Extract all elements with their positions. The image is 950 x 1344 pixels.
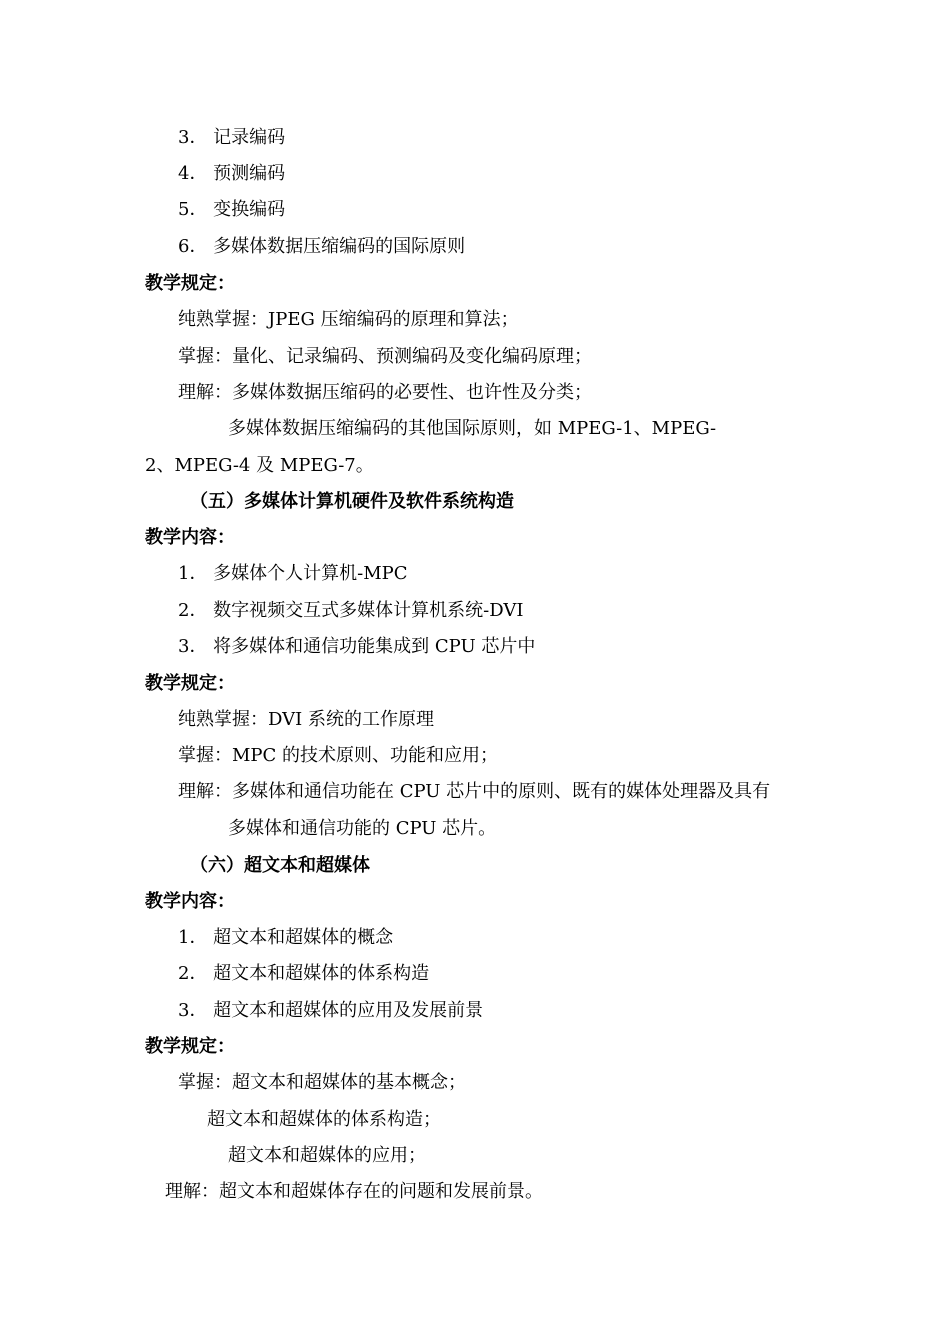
list-item: 2． 数字视频交互式多媒体计算机系统-DVI (178, 600, 524, 621)
paragraph: 理解：超文本和超媒体存在的问题和发展前景。 (165, 1181, 543, 1202)
list-item: 1． 超文本和超媒体的概念 (178, 927, 394, 948)
paragraph: 超文本和超媒体的应用； (228, 1145, 426, 1166)
paragraph: 理解：多媒体数据压缩码的必要性、也许性及分类； (178, 382, 592, 403)
list-item: 1． 多媒体个人计算机-MPC (178, 563, 408, 584)
paragraph: 2、MPEG-4 及 MPEG-7。 (145, 455, 374, 476)
paragraph: 掌握：超文本和超媒体的基本概念； (178, 1072, 466, 1093)
section-heading: （五）多媒体计算机硬件及软件系统构造 (190, 491, 514, 512)
paragraph: 多媒体和通信功能的 CPU 芯片。 (228, 818, 497, 839)
section-label: 教学规定： (145, 273, 235, 294)
paragraph: 超文本和超媒体的体系构造； (207, 1109, 441, 1130)
list-item: 5． 变换编码 (178, 199, 286, 220)
section-heading: （六）超文本和超媒体 (190, 855, 370, 876)
paragraph: 理解：多媒体和通信功能在 CPU 芯片中的原则、既有的媒体处理器及具有 (178, 781, 771, 802)
list-item: 3． 将多媒体和通信功能集成到 CPU 芯片中 (178, 636, 536, 657)
section-label: 教学内容： (145, 527, 235, 548)
paragraph: 掌握：量化、记录编码、预测编码及变化编码原理； (178, 346, 592, 367)
section-label: 教学规定： (145, 673, 235, 694)
list-item: 3． 超文本和超媒体的应用及发展前景 (178, 1000, 484, 1021)
paragraph: 多媒体数据压缩编码的其他国际原则，如 MPEG-1、MPEG- (228, 418, 717, 439)
section-label: 教学规定： (145, 1036, 235, 1057)
paragraph: 纯熟掌握：JPEG 压缩编码的原理和算法； (178, 309, 519, 330)
list-item: 4． 预测编码 (178, 163, 286, 184)
paragraph: 掌握：MPC 的技术原则、功能和应用； (178, 745, 499, 766)
section-label: 教学内容： (145, 891, 235, 912)
list-item: 2． 超文本和超媒体的体系构造 (178, 963, 430, 984)
list-item: 6． 多媒体数据压缩编码的国际原则 (178, 236, 466, 257)
paragraph: 纯熟掌握：DVI 系统的工作原理 (178, 709, 434, 730)
list-item: 3． 记录编码 (178, 127, 286, 148)
